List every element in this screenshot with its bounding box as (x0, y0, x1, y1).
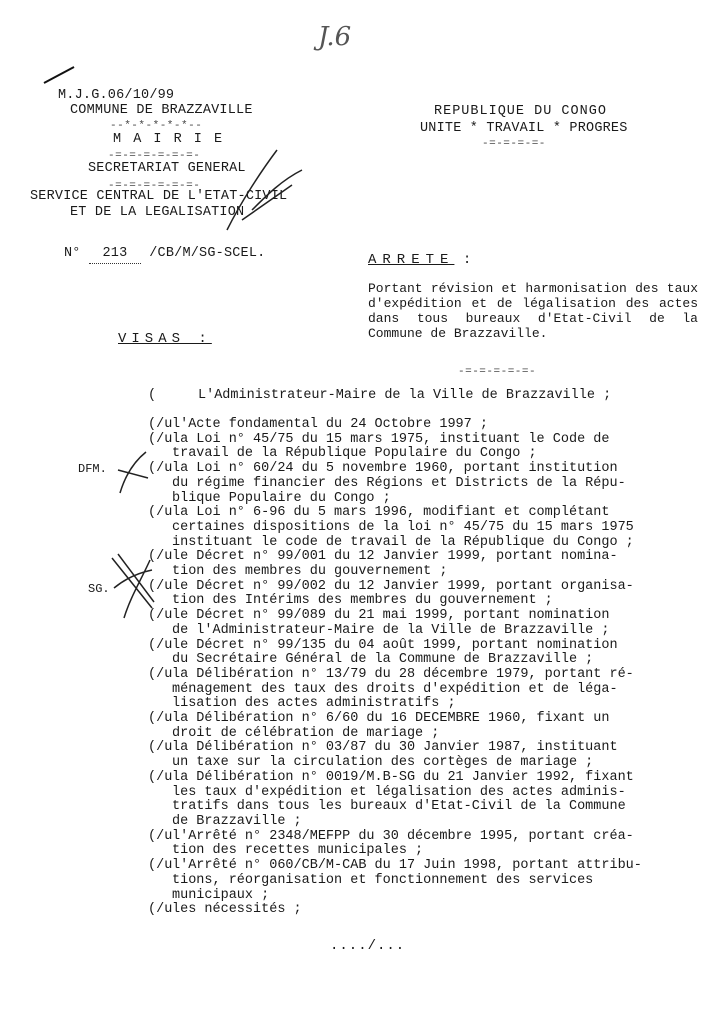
visa-entry-text: l'Acte fondamental du 24 Octobre 1997 ; (172, 417, 488, 432)
preamble-text: L'Administrateur-Maire de la Ville de Brazzaville ; (198, 388, 612, 403)
visa-entry-text: le Décret n° 99/135 du 04 août 1999, portant nomination (172, 637, 618, 653)
visa-entry-line (148, 741, 642, 756)
visa-entry (148, 668, 642, 712)
visa-entry-text: la Délibération n° 13/79 du 28 décembre 1979, portant ré- (172, 666, 634, 682)
preamble-mark: ( (148, 388, 157, 403)
document-number (64, 245, 265, 264)
visa-entry-line (148, 668, 642, 683)
visa-entry (148, 830, 642, 859)
visa-entry-line: ménagement des taux des droits d'expédition et de léga- (172, 681, 618, 697)
visa-entry-text: la Loi n° 45/75 du 15 mars 1975, instituant le Code de (172, 431, 610, 447)
visa-entry-mark: (/u (148, 505, 173, 521)
visa-entry-line: municipaux ; (172, 887, 270, 903)
visa-entry-line (148, 609, 642, 624)
visa-entry-mark: (/u (148, 431, 173, 447)
visa-entry-line (148, 462, 642, 477)
visa-entry-line (148, 830, 642, 845)
visa-entry-line (148, 506, 642, 521)
visa-entry-line: tion des Intérims des membres du gouvernement ; (172, 593, 553, 609)
separator: -=-=-=-=-=-=- (108, 180, 201, 192)
visa-entry-line: tratifs dans tous les bureaux d'Etat-Civil de la Commune (172, 799, 626, 815)
visa-entry-line (148, 903, 642, 918)
commune-name: COMMUNE DE BRAZZAVILLE (70, 103, 253, 118)
visa-entry-mark: (/u (148, 769, 173, 785)
margin-note-sg: SG. (88, 582, 110, 596)
visa-entry-text: l'Arrêté n° 2348/MEFPP du 30 décembre 1995, portant créa- (172, 828, 634, 844)
national-motto: UNITE * TRAVAIL * PROGRES (420, 121, 628, 136)
visa-entry-line (148, 433, 642, 448)
arrete-title: ARRETE (368, 252, 455, 268)
visa-entry-line (148, 712, 642, 727)
visa-entry-mark: (/u (148, 740, 173, 756)
visa-entry (148, 771, 642, 830)
visa-entry (148, 433, 642, 462)
visa-entry-mark: (/u (148, 637, 173, 653)
visa-entry-mark: (/u (148, 461, 173, 477)
number-value: 213 (89, 245, 141, 264)
visa-entry-line: instituant le code de travail de la République du Congo ; (172, 534, 634, 550)
visa-entry-text: le Décret n° 99/089 du 21 mai 1999, portant nomination (172, 608, 610, 624)
visa-entry-text: la Loi n° 6-96 du 5 mars 1996, modifiant et complétant (172, 505, 610, 521)
visas-list (148, 418, 642, 918)
visa-entry (148, 859, 642, 903)
visa-entry-text: les nécessités ; (172, 902, 302, 918)
visa-entry-mark: (/u (148, 608, 173, 624)
visa-entry-text: la Délibération n° 0019/M.B-SG du 21 Janvier 1992, fixant (172, 769, 634, 785)
margin-note-dfm: DFM. (78, 462, 107, 476)
continuation-mark: ..../... (330, 938, 406, 954)
visa-entry-line: tions, réorganisation et fonctionnement des services (172, 872, 594, 888)
visa-entry (148, 506, 642, 550)
visa-entry-line: travail de la République Populaire du Congo ; (172, 446, 537, 462)
visa-entry-mark: (/u (148, 902, 173, 918)
pen-stroke (44, 66, 75, 84)
visa-entry (148, 580, 642, 609)
visa-entry-line: certaines dispositions de la loi n° 45/75 du 15 mars 1975 (172, 519, 634, 535)
visa-entry-mark: (/u (148, 828, 173, 844)
arrete-colon: : (462, 252, 472, 268)
mairie-label: M A I R I E (113, 132, 225, 147)
visa-entry-line: de l'Administrateur-Maire de la Ville de Brazzaville ; (172, 622, 610, 638)
visa-entry-line: tion des membres du gouvernement ; (172, 564, 448, 580)
visa-entry-line: du Secrétaire Général de la Commune de Brazzaville ; (172, 652, 594, 668)
handwritten-page-mark: J.6 (318, 22, 352, 52)
republic-name: REPUBLIQUE DU CONGO (434, 104, 607, 119)
separator: --*-*-*-*-*-- (110, 120, 203, 132)
visas-label: VISAS : (118, 331, 212, 347)
visa-entry-text: la Loi n° 60/24 du 5 novembre 1960, portant institution (172, 461, 618, 477)
visa-entry (148, 639, 642, 668)
preamble (148, 389, 611, 404)
visa-entry (148, 550, 642, 579)
visa-entry-mark: (/u (148, 417, 173, 432)
visa-entry-line (148, 859, 642, 874)
visa-entry-line (148, 580, 642, 595)
initials-scribble (222, 140, 312, 240)
visa-entry-line (148, 550, 642, 565)
reference-code: M.J.G.06/10/99 (58, 88, 175, 103)
visa-entry-line: du régime financier des Régions et Districts de la Répu- (172, 475, 626, 491)
visa-entry-text: la Délibération n° 03/87 du 30 Janvier 1987, instituant (172, 740, 618, 756)
arrete-heading (368, 252, 471, 268)
visa-entry (148, 462, 642, 506)
visa-entry-line: droit de célébration de mariage ; (172, 725, 440, 741)
visa-entry-mark: (/u (148, 711, 173, 727)
separator: -=-=-=-=-=-=- (108, 150, 201, 162)
visa-entry-line: lisation des actes administratifs ; (172, 696, 456, 712)
arrete-object: Portant révision et harmonisation des taux d'expédition et de légalisation des actes dans tous bureaux d'Etat-Civil de la Commune de Brazzaville. (368, 281, 698, 341)
number-prefix: N° (64, 246, 81, 261)
dfm-initials (112, 448, 152, 498)
visa-entry (148, 609, 642, 638)
visa-entry (148, 903, 642, 918)
visa-entry (148, 712, 642, 741)
visa-entry-mark: (/u (148, 549, 173, 565)
service-line-1: SERVICE CENTRAL DE L'ETAT-CIVIL (30, 189, 288, 204)
secretariat-label: SECRETARIAT GENERAL (88, 161, 246, 176)
visa-entry-line: un taxe sur la circulation des cortèges de mariage ; (172, 755, 594, 771)
separator: -=-=-=-=- (482, 138, 546, 150)
visa-entry-line (148, 771, 642, 786)
visa-entry (148, 741, 642, 770)
visa-entry-text: la Délibération n° 6/60 du 16 DECEMBRE 1960, fixant un (172, 711, 610, 727)
visa-entry-line (148, 418, 642, 433)
visa-entry-mark: (/u (148, 666, 173, 682)
visa-entry-text: l'Arrêté n° 060/CB/M-CAB du 17 Juin 1998, portant attribu- (172, 858, 642, 874)
visa-entry-line: de Brazzaville ; (172, 813, 302, 829)
number-suffix: /CB/M/SG-SCEL. (149, 246, 266, 261)
visa-entry-text: le Décret n° 99/002 du 12 Janvier 1999, portant organisa- (172, 578, 634, 594)
visa-entry-line: blique Populaire du Congo ; (172, 490, 391, 506)
separator: -=-=-=-=-=- (458, 366, 537, 378)
visa-entry-line: tion des recettes municipales ; (172, 843, 424, 859)
visa-entry (148, 418, 642, 433)
visa-entry-text: le Décret n° 99/001 du 12 Janvier 1999, portant nomina- (172, 549, 618, 565)
service-line-2: ET DE LA LEGALISATION (70, 205, 245, 220)
visa-entry-mark: (/u (148, 578, 173, 594)
visa-entry-line (148, 639, 642, 654)
visa-entry-line: les taux d'expédition et légalisation des actes adminis- (172, 784, 626, 800)
visa-entry-mark: (/u (148, 858, 173, 874)
